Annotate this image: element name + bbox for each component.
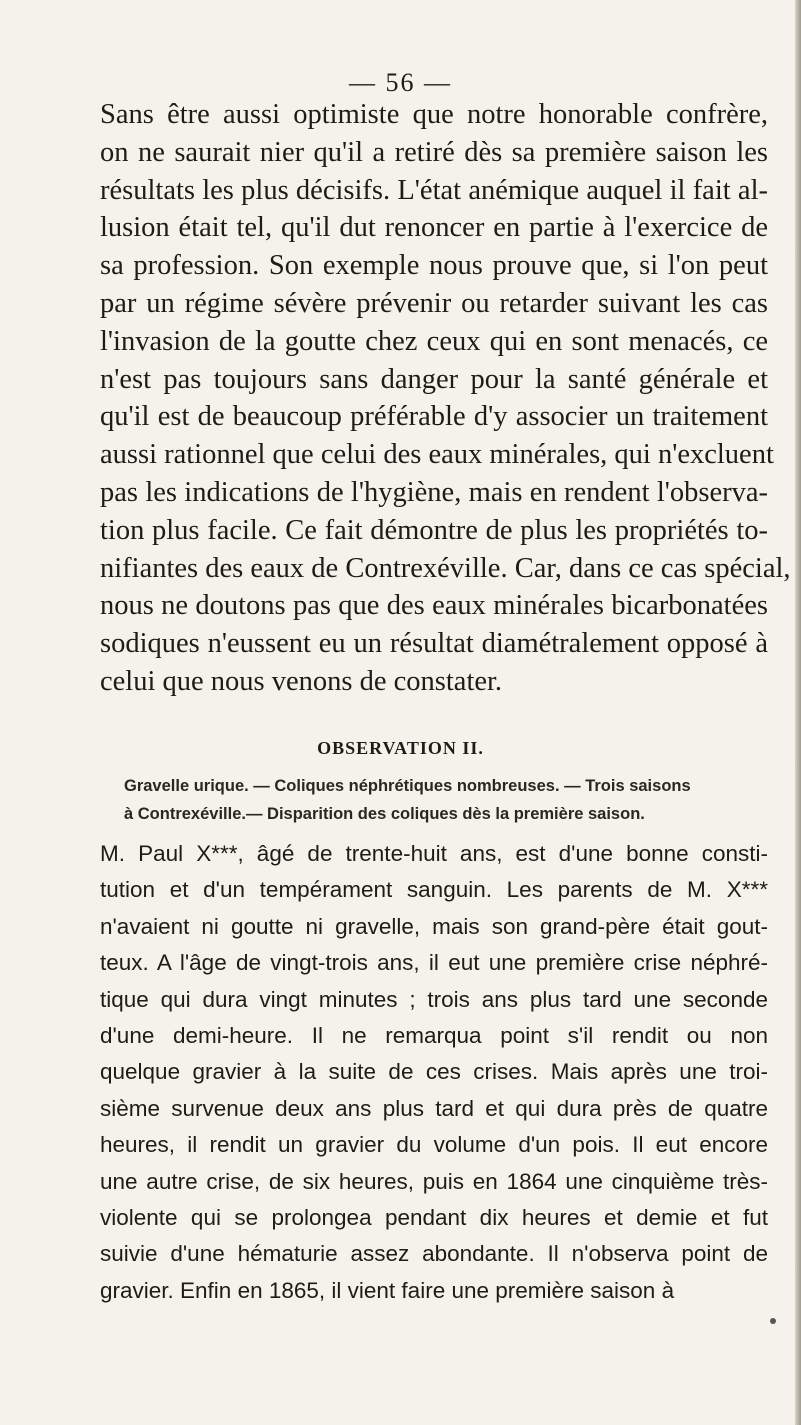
text-line: sième survenue deux ans plus tard et qui dura près de quatre <box>100 1095 768 1121</box>
text-line: tique qui dura vingt minutes ; trois ans plus tard une seconde <box>100 986 768 1012</box>
text-line: n'est pas toujours sans danger pour la santé générale et <box>100 363 768 395</box>
text-line: résultats les plus décisifs. L'état anémique auquel il fait al- <box>100 174 768 206</box>
text-line: sa profession. Son exemple nous prouve que, si l'on peut <box>100 250 768 282</box>
summary-line: à Contrexéville.— Disparition des coliques dès la première saison. <box>124 805 645 823</box>
page-number: — 56 — <box>349 68 452 97</box>
text-line: Sans être aussi optimiste que notre honorable confrère, <box>100 99 768 130</box>
text-line: on ne saurait nier qu'il a retiré dès sa première saison les <box>100 136 768 168</box>
text-line: qu'il est de beaucoup préférable d'y associer un traitement <box>100 401 768 433</box>
text-line: quelque gravier à la suite de ces crises. Mais après une troi- <box>100 1059 768 1085</box>
text-line: teux. A l'âge de vingt-trois ans, il eut une première crise néphré- <box>100 950 768 976</box>
text-line: n'avaient ni goutte ni gravelle, mais son grand-père était gout- <box>100 913 768 939</box>
text-line: suivie d'une hématurie assez abondante. Il n'observa point de <box>100 1241 768 1267</box>
text-line: aussi rationnel que celui des eaux minérales, qui n'excluent <box>100 439 774 471</box>
text-line: gravier. Enfin en 1865, il vient faire une première saison à <box>100 1277 675 1303</box>
ink-speck <box>770 1318 776 1324</box>
text-line: l'invasion de la goutte chez ceux qui en sont menacés, ce <box>100 325 768 357</box>
text-line: sodiques n'eussent eu un résultat diamétralement opposé à <box>100 628 768 660</box>
text-line: tion plus facile. Ce fait démontre de plus les propriétés to- <box>100 514 768 546</box>
summary-line: Gravelle urique. — Coliques néphrétiques nombreuses. — Trois saisons <box>124 777 691 795</box>
text-line: violente qui se prolongea pendant dix heures et demie et fut <box>100 1205 768 1231</box>
text-line: d'une demi-heure. Il ne remarqua point s'il rendit ou non <box>100 1023 768 1049</box>
text-line: celui que nous venons de constater. <box>100 665 503 697</box>
text-line: lusion était tel, qu'il dut renoncer en partie à l'exercice de <box>100 212 768 244</box>
text-line: M. Paul X***, âgé de trente-huit ans, est d'une bonne consti- <box>100 841 768 866</box>
text-line: par un régime sévère prévenir ou retarder suivant les cas <box>100 287 768 319</box>
page-edge-shadow <box>795 0 801 1425</box>
paragraph-1 <box>100 96 791 701</box>
text-line: une autre crise, de six heures, puis en 1864 une cinquième très- <box>100 1168 768 1194</box>
observation-summary <box>124 772 764 828</box>
text-line: nifiantes des eaux de Contrexéville. Car, dans ce cas spécial, <box>100 552 791 584</box>
text-line: pas les indications de l'hygiène, mais en rendent l'observa- <box>100 476 768 508</box>
text-line: heures, il rendit un gravier du volume d'un pois. Il eut encore <box>100 1132 768 1158</box>
section-heading: OBSERVATION II. <box>317 738 484 758</box>
paragraph-2 <box>100 836 768 1309</box>
text-line: tution et d'un tempérament sanguin. Les parents de M. X*** <box>100 877 768 903</box>
text-line: nous ne doutons pas que des eaux minérales bicarbonatées <box>100 590 768 622</box>
